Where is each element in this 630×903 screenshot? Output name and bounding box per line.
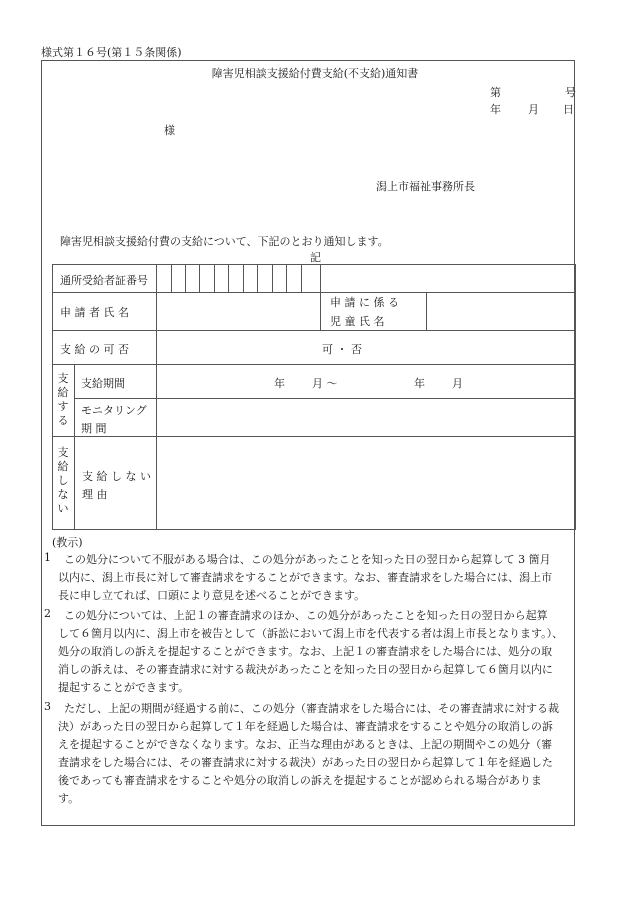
period-year-to: 年 bbox=[414, 377, 425, 390]
period-label: 支給期間 bbox=[81, 377, 125, 390]
date-month: 月 bbox=[528, 103, 539, 116]
note-number: 2 bbox=[44, 607, 51, 620]
period-year-from: 年 bbox=[274, 377, 285, 390]
note-line: この処分については、上記１の審査請求のほか、この処分があったことを知った日の翌日から起算 bbox=[64, 609, 548, 622]
note-line: 消しの訴えは、その審査請求に対する裁決があったことを知った日の翌日から起算して６箇月以内に bbox=[58, 663, 553, 676]
cert-number-label: 通所受給者証番号 bbox=[60, 274, 148, 287]
number-prefix: 第 bbox=[490, 86, 501, 99]
document-title: 障害児相談支援給付費支給(不支給)通知書 bbox=[211, 67, 419, 80]
applicant-name-label: 申 請 者 氏 名 bbox=[60, 306, 129, 319]
approval-label: 支 給 の 可 否 bbox=[60, 343, 129, 356]
intro-text: 障害児相談支援給付費の支給について、下記のとおり通知します。 bbox=[60, 235, 389, 248]
info-table bbox=[52, 264, 576, 530]
notes-heading: (教示) bbox=[52, 536, 83, 549]
note-line: えを提起することができなくなります。なお、正当な理由があるときは、上記の期間やこの処分（審 bbox=[58, 738, 553, 751]
group-label-pay: 支給する bbox=[57, 372, 69, 427]
reason-label-2: 理 由 bbox=[82, 488, 108, 501]
note-line: 長に申し立てれば、口頭により意見を述べることができます。 bbox=[58, 589, 366, 602]
note-line: 以内に、潟上市長に対して審査請求をすることができます。なお、審査請求をした場合には、潟上市 bbox=[58, 571, 553, 584]
note-line: 処分の取消しの訴えを提起することができます。なお、上記１の審査請求をした場合には、処分の取 bbox=[58, 645, 553, 658]
form-label: 様式第１６号(第１５条関係) bbox=[41, 46, 182, 59]
issuer: 潟上市福祉事務所長 bbox=[376, 180, 475, 193]
note-line: 後であっても審査請求をすることや処分の取消しの訴えを提起することが認められる場合がありま bbox=[58, 774, 542, 787]
note-line: す。 bbox=[58, 792, 80, 805]
period-month-from: 月 〜 bbox=[312, 377, 338, 390]
approval-value: 可 ・ 否 bbox=[322, 343, 362, 356]
ki-heading: 記 bbox=[310, 251, 321, 264]
number-suffix: 号 bbox=[565, 86, 576, 99]
period-month-to: 月 bbox=[452, 377, 463, 390]
child-name-label-2: 児 童 氏 名 bbox=[330, 315, 385, 328]
addressee-suffix: 様 bbox=[164, 124, 175, 137]
note-line: ただし、上記の期間が経過する前に、この処分（審査請求をした場合には、その審査請求に対する裁 bbox=[64, 702, 559, 715]
group-label-nopay: 支給しない bbox=[57, 446, 69, 515]
note-line: 査請求をした場合には、その審査請求に対する裁決）があった日の翌日から起算して１年を経過した bbox=[58, 756, 553, 769]
note-number: 1 bbox=[44, 551, 51, 564]
child-name-label-1: 申 請 に 係 る bbox=[330, 296, 399, 309]
monitoring-label-2: 期 間 bbox=[81, 422, 107, 435]
date-day: 日 bbox=[563, 103, 574, 116]
note-number: 3 bbox=[44, 700, 51, 713]
note-line: この処分について不服がある場合は、この処分があったことを知った日の翌日から起算して 3 箇月 bbox=[64, 553, 551, 566]
date-year: 年 bbox=[490, 103, 501, 116]
monitoring-label-1: モニタリング bbox=[81, 404, 147, 417]
note-line: 決）があった日の翌日から起算して１年を経過した場合は、審査請求をすることや処分の取消しの訴 bbox=[58, 720, 553, 733]
reason-label-1: 支 給 し な い bbox=[82, 470, 151, 483]
note-line: して６箇月以内に、潟上市を被告として（訴訟において潟上市を代表する者は潟上市長となります。）、 bbox=[58, 627, 564, 640]
note-line: 提起することができます。 bbox=[58, 681, 190, 694]
